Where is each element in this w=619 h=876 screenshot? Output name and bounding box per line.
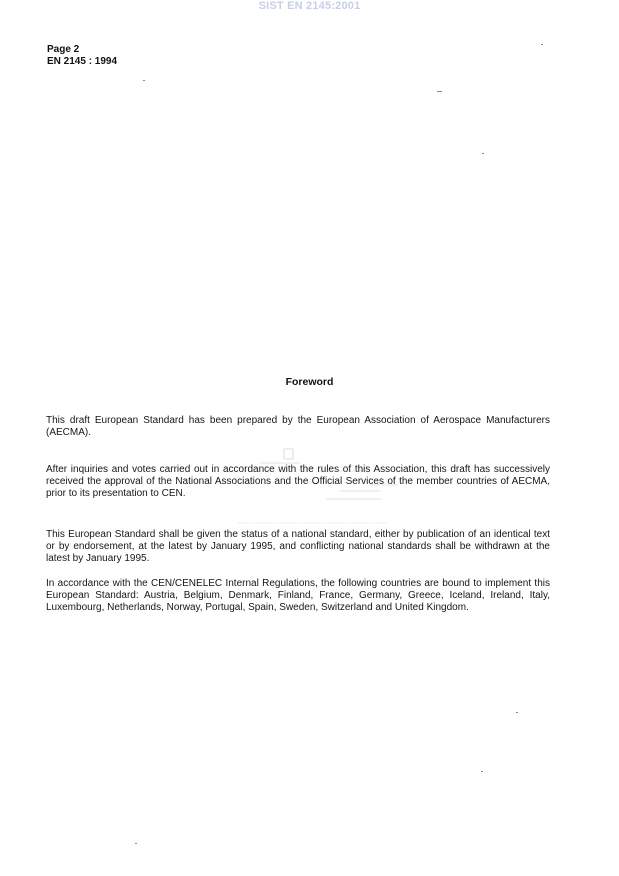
watermark: SIST EN 2145:2001 bbox=[258, 0, 361, 12]
foreword-title: Foreword bbox=[285, 376, 334, 388]
scan-speck bbox=[135, 843, 137, 844]
scan-speck bbox=[481, 771, 483, 772]
scan-speck bbox=[516, 712, 518, 713]
document-reference: EN 2145 : 1994 bbox=[47, 56, 118, 67]
scan-speck bbox=[143, 80, 145, 81]
foreword-paragraph-1: This draft European Standard has been prepared by the European Association of Aerospace Manufacturers (AECMA). bbox=[46, 415, 550, 438]
scan-speck bbox=[541, 44, 543, 45]
foreword-paragraph-4: In accordance with the CEN/CENELEC Internal Regulations, the following countries are bound to implement this European Standard: Austria, Belgium, Denmark, Finland, France, Germany, Greece, Iceland, Ireland, Italy, Luxembourg, Netherlands, Norway, Portugal, Spain, Sweden, Switzerland and United Kingdom. bbox=[46, 578, 550, 613]
foreword-paragraph-2: After inquiries and votes carried out in accordance with the rules of this Association, this draft has successively received the approval of the National Associations and the Official Services of the member countries of AECMA, prior to its presentation to CEN. bbox=[46, 464, 550, 499]
page-number: Page 2 bbox=[47, 44, 80, 55]
scan-speck bbox=[437, 91, 442, 92]
page-header bbox=[47, 44, 117, 68]
foreword-paragraph-3: This European Standard shall be given the status of a national standard, either by publication of an identical text or by endorsement, at the latest by January 1995, and conflicting national standards shall be withdrawn at the latest by January 1995. bbox=[46, 529, 550, 564]
scan-speck bbox=[482, 153, 484, 154]
